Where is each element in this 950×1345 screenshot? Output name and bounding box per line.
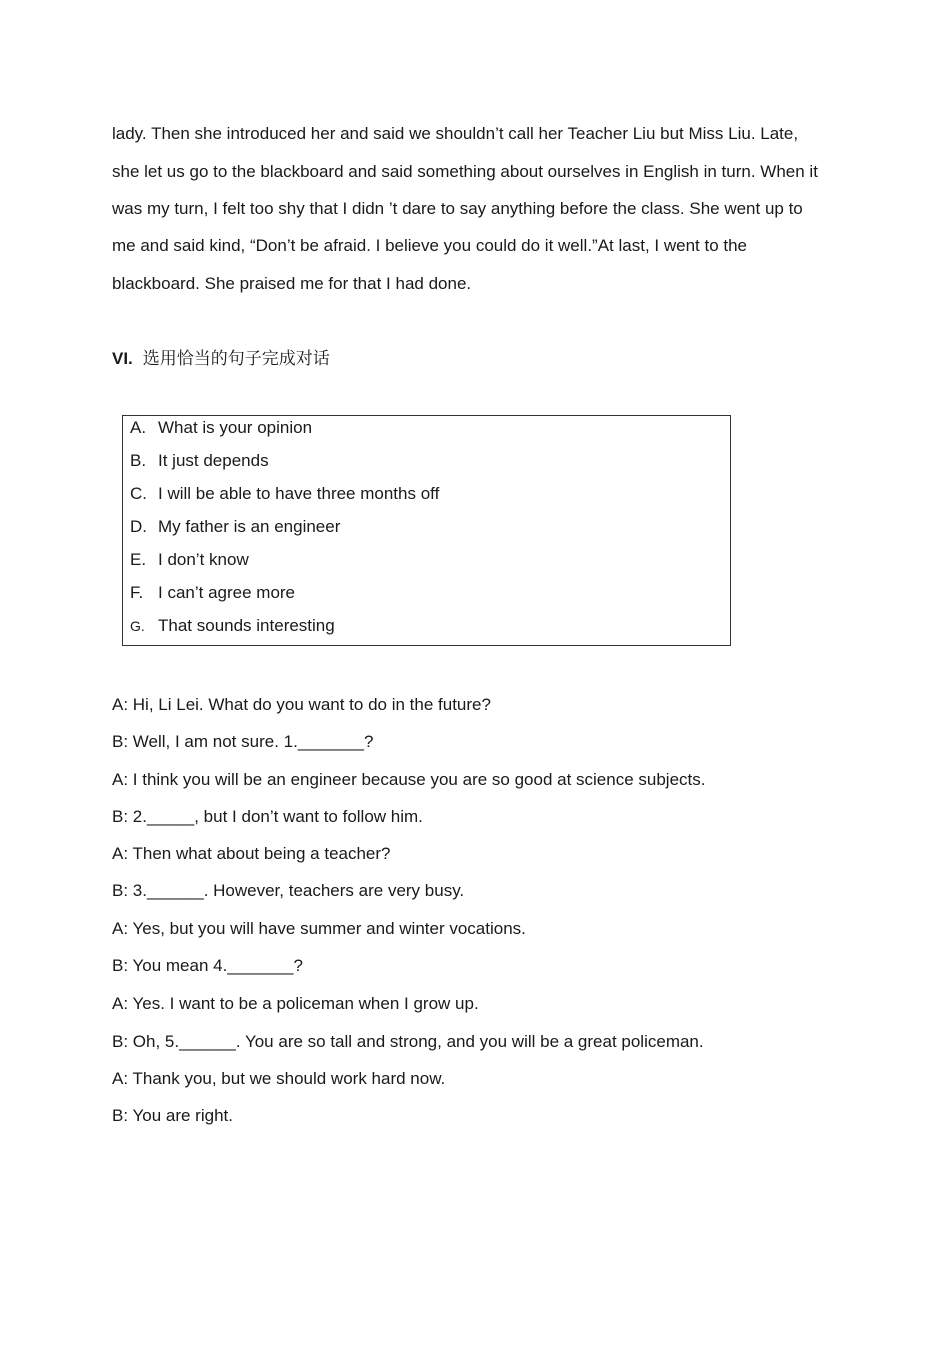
option-letter: F. xyxy=(130,583,144,602)
option-text: That sounds interesting xyxy=(158,616,335,635)
option-item xyxy=(130,550,249,570)
option-letter: D. xyxy=(130,517,147,536)
option-text: I don’t know xyxy=(158,550,249,569)
passage-line: blackboard. She praised me for that I had done. xyxy=(112,274,472,293)
dialogue-line: B: 3.______. However, teachers are very busy. xyxy=(112,881,465,900)
passage-line: lady. Then she introduced her and said we shouldn’t call her Teacher Liu but Miss Liu. Late, xyxy=(112,124,799,143)
option-letter: A. xyxy=(130,418,147,437)
dialogue-line: A: Yes. I want to be a policeman when I grow up. xyxy=(112,994,479,1013)
dialogue-line: A: I think you will be an engineer because you are so good at science subjects. xyxy=(112,770,706,789)
passage-line: me and said kind, “Don’t be afraid. I believe you could do it well.”At last, I went to the xyxy=(112,236,748,255)
dialogue-line: A: Thank you, but we should work hard now. xyxy=(112,1069,446,1088)
option-item xyxy=(130,517,340,537)
option-item xyxy=(130,583,295,603)
dialogue-line: A: Then what about being a teacher? xyxy=(112,844,391,863)
option-text: What is your opinion xyxy=(158,418,313,437)
dialogue-line: B: You are right. xyxy=(112,1106,233,1125)
option-text: I can’t agree more xyxy=(158,583,296,602)
option-item xyxy=(130,484,439,504)
option-text: I will be able to have three months off xyxy=(158,484,440,503)
section-title: 选用恰当的句子完成对话 xyxy=(142,349,330,368)
section-heading xyxy=(112,348,330,370)
option-letter: B. xyxy=(130,451,147,470)
option-item xyxy=(130,418,312,438)
option-item xyxy=(130,451,269,471)
dialogue-line: A: Hi, Li Lei. What do you want to do in the future? xyxy=(112,695,491,714)
section-number: VI. xyxy=(112,349,133,368)
dialogue-line: B: You mean 4._______? xyxy=(112,956,303,975)
passage-line: was my turn, I felt too shy that I didn ’t dare to say anything before the class. She went up to xyxy=(112,199,803,218)
options-box xyxy=(122,415,731,646)
option-letter: C. xyxy=(130,484,147,503)
dialogue-line: A: Yes, but you will have summer and winter vocations. xyxy=(112,919,526,938)
option-item xyxy=(130,616,335,636)
dialogue-line: B: Oh, 5.______. You are so tall and strong, and you will be a great policeman. xyxy=(112,1032,704,1051)
option-text: My father is an engineer xyxy=(158,517,341,536)
passage-line: she let us go to the blackboard and said something about ourselves in English in turn. When it xyxy=(112,162,818,181)
option-text: It just depends xyxy=(158,451,269,470)
dialogue-line: B: Well, I am not sure. 1._______? xyxy=(112,732,374,751)
option-letter: G. xyxy=(130,618,145,634)
dialogue-line: B: 2._____, but I don’t want to follow him. xyxy=(112,807,423,826)
option-letter: E. xyxy=(130,550,147,569)
